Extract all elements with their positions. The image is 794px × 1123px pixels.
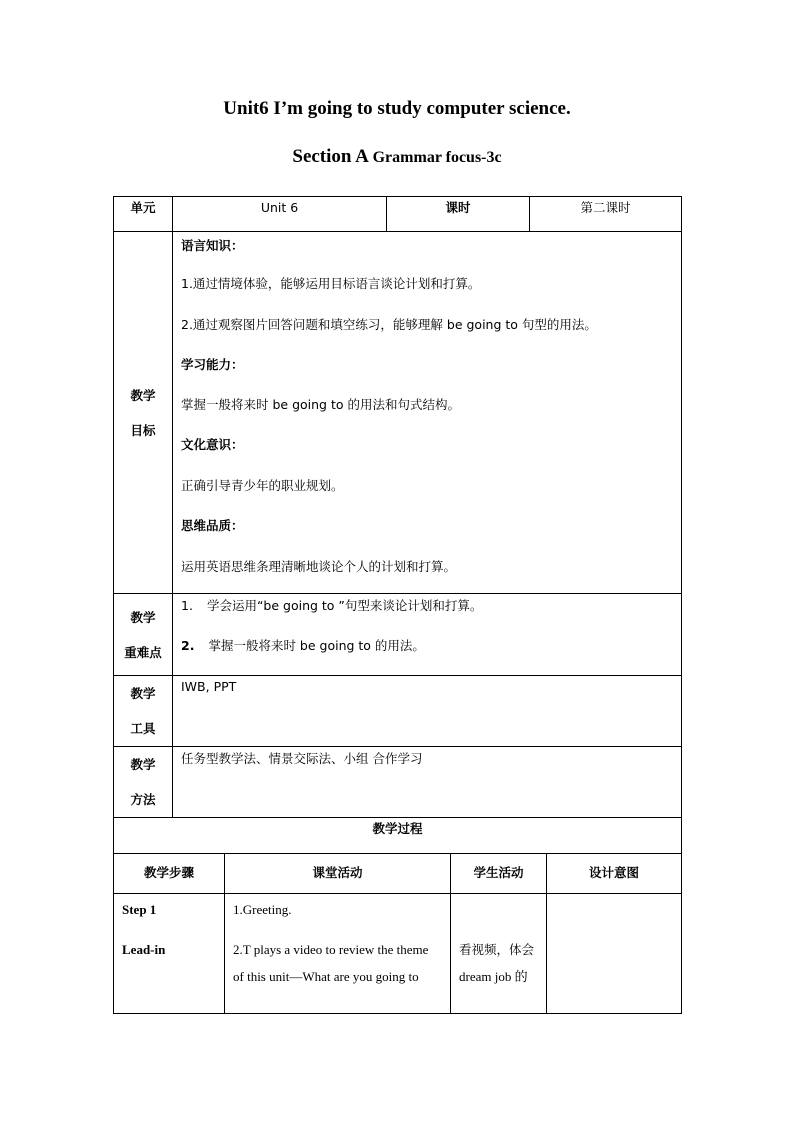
key-points-label-1: 教学	[130, 609, 156, 625]
key-point-1-num: 1.	[181, 598, 193, 613]
tools-label-1: 教学	[130, 686, 156, 701]
key-points-label	[114, 594, 173, 676]
activity-2a: 2.T plays a video to review the theme	[233, 942, 429, 957]
header-activity: 课堂活动	[225, 854, 451, 894]
activity-1: 1.Greeting.	[233, 902, 292, 917]
objective-item: 正确引导青少年的职业规划。	[181, 478, 344, 493]
methods-label-1: 教学	[130, 757, 156, 772]
methods-cell	[173, 747, 682, 818]
student-2: dream job 的	[459, 969, 528, 984]
tools-value: IWB, PPT	[181, 679, 237, 694]
student-1: 看视频，体会	[459, 942, 535, 957]
objective-heading-ability: 学习能力：	[181, 357, 244, 372]
step-sub: Lead-in	[122, 942, 166, 957]
objectives-label-2: 目标	[130, 422, 156, 438]
activity-2b: of this unit—What are you going to	[233, 969, 419, 984]
header-step: 教学步骤	[114, 854, 225, 894]
step-cell	[114, 894, 225, 1014]
key-points-label-2: 重难点	[124, 644, 162, 660]
lesson-plan-table	[113, 196, 682, 818]
section-label: Section A	[292, 146, 373, 167]
objective-heading-knowledge: 语言知识：	[181, 238, 244, 253]
lesson-label: 课时	[387, 197, 530, 232]
process-title: 教学过程	[114, 818, 682, 854]
header-student: 学生活动	[451, 854, 547, 894]
methods-label-2: 方法	[130, 792, 156, 807]
step-name: Step 1	[122, 902, 157, 917]
objectives-label-1: 教学	[130, 387, 156, 403]
objective-heading-thinking: 思维品质：	[181, 518, 244, 533]
tools-label-2: 工具	[130, 721, 156, 736]
purpose-cell	[547, 894, 682, 1014]
key-point-2	[181, 638, 425, 654]
section-title	[0, 146, 794, 168]
activity-cell	[225, 894, 451, 1014]
key-points-cell	[173, 594, 682, 676]
key-point-2-text: 掌握一般将来时 be going to 的用法。	[208, 638, 425, 653]
process-table	[113, 817, 682, 1014]
unit-label: 单元	[114, 197, 173, 232]
page-title: Unit6 I’m going to study computer science.	[223, 98, 571, 119]
key-point-2-num: 2.	[181, 638, 195, 653]
objective-heading-culture: 文化意识：	[181, 437, 244, 452]
header-purpose: 设计意图	[547, 854, 682, 894]
methods-label	[114, 747, 173, 818]
key-point-1	[181, 598, 482, 614]
objective-item: 运用英语思维条理清晰地谈论个人的计划和打算。	[181, 559, 457, 574]
student-cell	[451, 894, 547, 1014]
tools-label	[114, 676, 173, 747]
methods-value: 任务型教学法、情景交际法、小组 合作学习	[181, 751, 423, 766]
objectives-cell	[173, 232, 682, 594]
tools-cell	[173, 676, 682, 747]
objective-item: 1.通过情境体验，能够运用目标语言谈论计划和打算。	[181, 276, 481, 291]
lesson-value: 第二课时	[530, 197, 682, 232]
objective-item: 2.通过观察图片回答问题和填空练习，能够理解 be going to 句型的用法。	[181, 317, 597, 332]
section-topic: Grammar focus-3c	[372, 149, 502, 166]
unit-value: Unit 6	[173, 197, 387, 232]
key-point-1-text: 学会运用“be going to ”句型来谈论计划和打算。	[206, 598, 483, 613]
objective-item: 掌握一般将来时 be going to 的用法和句式结构。	[181, 397, 460, 412]
objectives-label	[114, 232, 173, 594]
